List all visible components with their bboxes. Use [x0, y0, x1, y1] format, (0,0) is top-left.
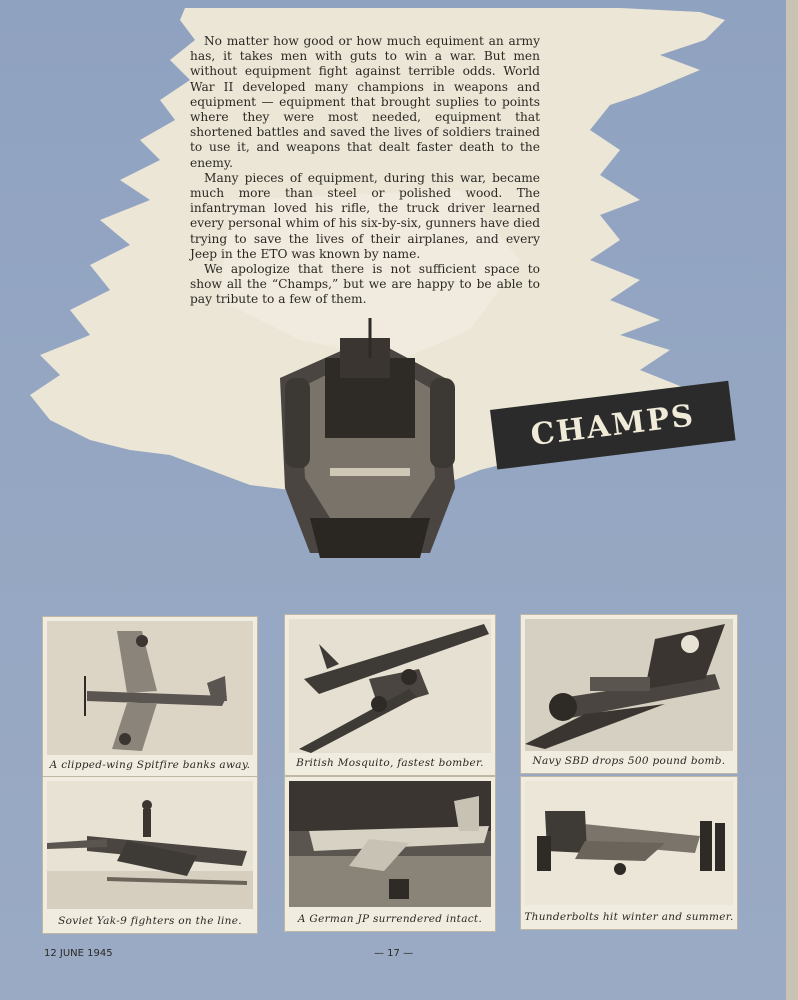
caption-spitfire: A clipped-wing Spitfire banks away.	[49, 759, 251, 771]
photo-jp	[284, 776, 496, 932]
intro-paragraph: No matter how good or how much equiment an army has, it takes men with guts to win a war. But men without equipment fight against terrible odds. World War II developed many champions in weapons and equipment — equipment that brought suplies to points where they were most needed, equipment that shortened battles and saved the lives of soldiers trained to use it, and weapons that dealt faster death to the enemy.	[190, 34, 540, 170]
page-number: — 17 —	[374, 948, 414, 959]
intro-text	[190, 34, 540, 308]
caption-jp: A German JP surrendered intact.	[297, 913, 483, 925]
thunderbolt-photo	[525, 781, 733, 905]
photo-yak	[42, 776, 258, 934]
pt-boat-photo	[270, 318, 470, 568]
caption-mosquito: British Mosquito, fastest bomber.	[296, 757, 484, 769]
caption-thunderbolt: Thunderbolts hit winter and summer.	[524, 911, 734, 923]
caption-yak: Soviet Yak-9 fighters on the line.	[58, 915, 242, 927]
intro-paragraph: Many pieces of equipment, during this war, became much more than steel or polished wood. The infantryman loved his rifle, the truck driver learned every personal whim of his six-by-six, gunners have died trying to save the lives of their airplanes, and every Jeep in the ETO was known by name.	[190, 170, 540, 261]
photo-mosquito	[284, 614, 496, 776]
champs-title: CHAMPS	[528, 397, 697, 453]
spitfire-photo	[47, 621, 253, 755]
sbd-photo	[525, 619, 733, 751]
photo-sbd	[520, 614, 738, 774]
intro-paragraph: We apologize that there is not sufficient space to show all the “Champs,” but we are happy to be able to pay tribute to a few of them.	[190, 262, 540, 307]
mosquito-photo	[289, 619, 491, 753]
caption-sbd: Navy SBD drops 500 pound bomb.	[532, 755, 726, 767]
photo-spitfire	[42, 616, 258, 778]
yak-photo	[47, 781, 253, 909]
issue-date: 12 JUNE 1945	[44, 948, 113, 959]
jp-photo	[289, 781, 491, 907]
photo-thunderbolt	[520, 776, 738, 930]
